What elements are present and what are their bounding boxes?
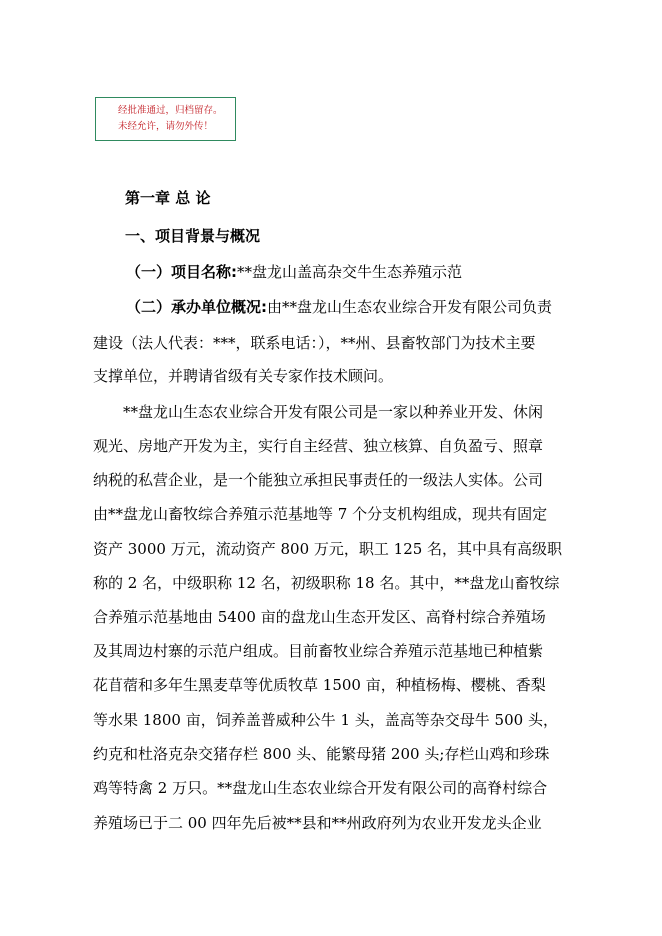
notice-line-1: 经批准通过，归档留存。 (118, 105, 223, 116)
paragraph-line: 观光、房地产开发为主，实行自主经营、独立核算、自负盈亏、照章 (93, 437, 544, 455)
notice-line-2: 未经允许，请勿外传！ (118, 121, 214, 132)
item-project-name-label: （一）项目名称: (126, 263, 237, 281)
paragraph-line: 称的 2 名，中级职称 12 名，初级职称 18 名。其中，**盘龙山畜牧综 (93, 574, 560, 592)
paragraph-line: 纳税的私营企业，是一个能独立承担民事责任的一级法人实体。公司 (93, 471, 544, 489)
paragraph-line: 约克和杜洛克杂交猪存栏 800 头、能繁母猪 200 头;存栏山鸡和珍珠 (93, 745, 550, 763)
section-title: 一、项目背景与概况 (125, 227, 261, 245)
paragraph-line: 及其周边村寨的示范户组成。目前畜牧业综合养殖示范基地已种植紫 (93, 642, 544, 660)
item-organizer (126, 297, 552, 317)
item-project-name (126, 262, 462, 282)
paragraph-line: **盘龙山生态农业综合开发有限公司是一家以种养业开发、休闲 (123, 403, 544, 421)
item-organizer-value: 由**盘龙山生态农业综合开发有限公司负责 (267, 298, 553, 316)
organizer-line: 建设（法人代表：***，联系电话：），**州、县畜牧部门为技术主要 (93, 334, 536, 352)
paragraph-line: 养殖场已于二 00 四年先后被**县和**州政府列为农业开发龙头企业 (93, 814, 542, 832)
paragraph-line: 资产 3000 万元，流动资产 800 万元，职工 125 名，其中具有高级职 (93, 540, 563, 558)
notice-box (95, 97, 236, 141)
paragraph-line: 由**盘龙山畜牧综合养殖示范基地等 7 个分支机构组成，现共有固定 (93, 505, 548, 523)
paragraph-line: 鸡等特禽 2 万只。**盘龙山生态农业综合开发有限公司的高脊村综合 (93, 779, 548, 797)
organizer-line: 支撑单位，并聘请省级有关专家作技术顾问。 (93, 367, 394, 385)
item-project-name-value: **盘龙山盖高杂交牛生态养殖示范 (237, 263, 463, 281)
paragraph-line: 花苜蓿和多年生黑麦草等优质牧草 1500 亩，种植杨梅、樱桃、香梨 (93, 676, 546, 694)
item-organizer-label: （二）承办单位概况: (126, 298, 267, 316)
chapter-title: 第一章 总 论 (125, 189, 211, 207)
paragraph-line: 合养殖示范基地由 5400 亩的盘龙山生态开发区、高脊村综合养殖场 (93, 608, 546, 626)
paragraph-line: 等水果 1800 亩，饲养盖普威种公牛 1 头，盖高等杂交母牛 500 头， (93, 711, 558, 729)
